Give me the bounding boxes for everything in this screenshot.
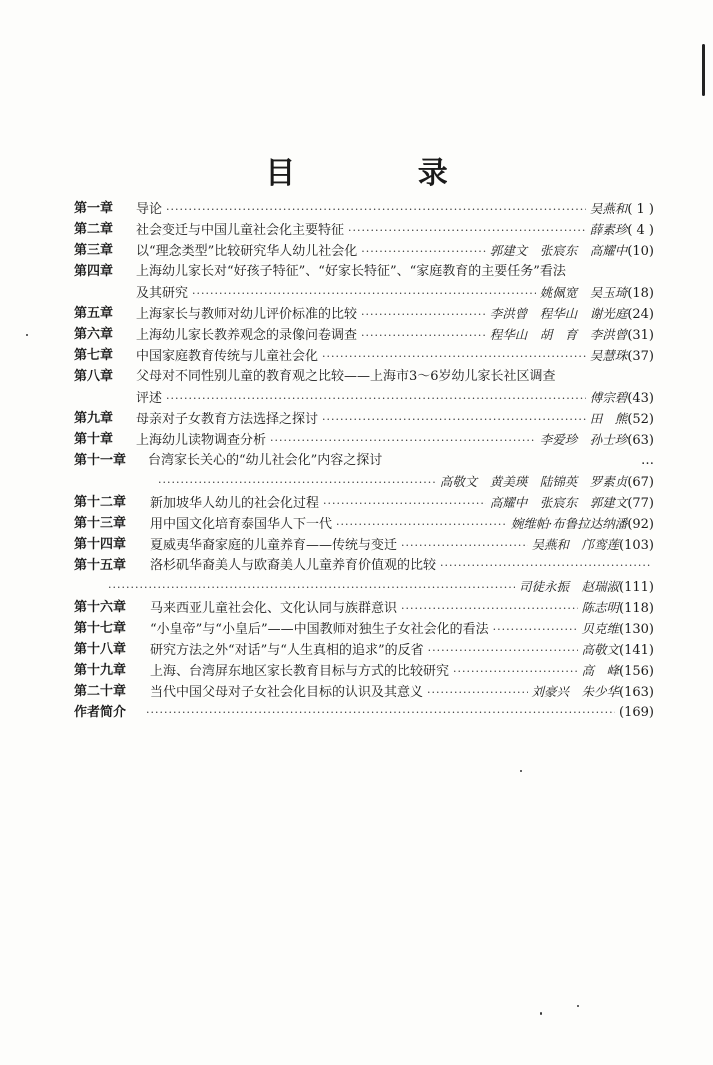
chapter-label: 第七章 [74, 348, 114, 363]
leader-dots [108, 577, 515, 598]
chapter-title: 上海幼儿家长教养观念的录像问卷调查 [136, 328, 358, 343]
toc-entry[interactable] [74, 219, 654, 240]
chapter-author: 傅宗碧 [589, 390, 628, 405]
chapter-title: 以“理念类型”比较研究华人幼儿社会化 [136, 244, 358, 259]
toc-entry[interactable] [74, 639, 654, 660]
chapter-author: 吴慧珠 [589, 348, 628, 363]
leader-dots [493, 619, 578, 640]
chapter-title: 上海幼儿家长对“好孩子特征”、“好家长特征”、“家庭教育的主要任务”看法 [136, 264, 566, 279]
page-number: (111) [619, 580, 654, 595]
table-of-contents [74, 198, 654, 723]
chapter-author: 田 熊 [589, 411, 628, 426]
chapter-label: 第十四章 [74, 537, 127, 552]
page-number: (141) [619, 643, 654, 658]
chapter-title: 台湾家长关心的“幼儿社会化”内容之探讨 [148, 453, 383, 468]
page-number: (156) [619, 664, 654, 679]
page-number: (10) [627, 244, 654, 259]
chapter-title: 洛杉矶华裔美人与欧裔美人儿童养育价值观的比较 [150, 558, 437, 573]
toc-entry[interactable] [74, 366, 654, 387]
page-number: (169) [619, 705, 654, 720]
leader-dots [361, 304, 486, 325]
leader-dots [158, 472, 436, 493]
page-title: 目 录 [265, 156, 504, 192]
toc-entry[interactable] [74, 198, 654, 219]
chapter-title: 马来西亚儿童社会化、文化认同与族群意识 [150, 601, 398, 616]
toc-entry[interactable] [74, 303, 654, 324]
chapter-author: 司徒永振 赵瑞淑 [519, 579, 620, 594]
print-speck [540, 1012, 542, 1015]
chapter-title-continued: 评述 [136, 391, 163, 406]
toc-entry[interactable] [74, 702, 654, 723]
chapter-label: 第三章 [74, 243, 114, 258]
leader-dots [322, 409, 586, 430]
page-number: (43) [627, 391, 654, 406]
chapter-title: 研究方法之外“对话”与“人生真相的追求”的反省 [150, 643, 424, 658]
toc-entry[interactable] [74, 450, 654, 471]
leader-dots [401, 535, 528, 556]
page-number: (163) [619, 685, 654, 700]
toc-entry[interactable] [74, 660, 654, 681]
leader-dots [323, 493, 486, 514]
toc-entry[interactable] [74, 429, 654, 450]
page-number: (31) [627, 328, 654, 343]
chapter-label: 第十一章 [74, 453, 127, 468]
chapter-label: 第十七章 [74, 621, 127, 636]
page-number: (130) [619, 622, 654, 637]
leader-dots [166, 388, 586, 409]
chapter-author: 婉维帕·布鲁拉达纳潘 [510, 516, 628, 531]
toc-entry-continued[interactable] [74, 282, 654, 303]
toc-entry[interactable] [74, 681, 654, 702]
chapter-title: 夏威夷华裔家庭的儿童养育——传统与变迁 [150, 538, 398, 553]
chapter-label: 第四章 [74, 264, 114, 279]
toc-entry[interactable] [74, 345, 654, 366]
chapter-title: 上海幼儿读物调查分析 [136, 433, 267, 448]
toc-entry[interactable] [74, 492, 654, 513]
leader-dots [428, 640, 578, 661]
chapter-author: 高耀中 张宸东 郭建文 [489, 495, 628, 510]
chapter-title: 父母对不同性别儿童的教育观之比较——上海市3～6岁幼儿家长社区调查 [136, 369, 556, 384]
chapter-label: 第十三章 [74, 516, 127, 531]
chapter-label: 第十五章 [74, 558, 127, 573]
chapter-author: 郭建文 张宸东 高耀中 [489, 243, 628, 258]
leader-dots [166, 199, 586, 220]
leader-dots [146, 702, 615, 723]
chapter-label: 第十六章 [74, 600, 127, 615]
print-speck [26, 334, 28, 336]
chapter-label: 第十章 [74, 432, 114, 447]
chapter-author: 吴燕和 [589, 201, 628, 216]
toc-entry-continued[interactable] [74, 471, 654, 492]
page-number: (52) [627, 412, 654, 427]
page-number: (92) [627, 517, 654, 532]
page-number: (24) [627, 307, 654, 322]
toc-entry[interactable] [74, 534, 654, 555]
toc-entry[interactable] [74, 408, 654, 429]
chapter-label: 第二章 [74, 222, 114, 237]
toc-entry[interactable] [74, 618, 654, 639]
leader-dots [322, 346, 586, 367]
page-number: ( 1 ) [627, 202, 654, 217]
chapter-author: 高敬文 黄美瑛 陆锦英 罗素贞 [439, 474, 628, 489]
chapter-title: 新加坡华人幼儿的社会化过程 [150, 496, 320, 511]
chapter-label: 第六章 [74, 327, 114, 342]
chapter-author: 姚佩宽 吴玉琦 [539, 285, 628, 300]
print-speck [520, 770, 522, 772]
chapter-label: 第十九章 [74, 663, 127, 678]
chapter-author: 高敬文 [581, 642, 620, 657]
chapter-author: 刘豪兴 朱少华 [531, 684, 620, 699]
leader-dots [336, 514, 507, 535]
page-number: ( 4 ) [627, 223, 654, 238]
leader-dots [361, 241, 486, 262]
chapter-title-continued: 及其研究 [136, 286, 189, 301]
chapter-label: 第一章 [74, 201, 114, 216]
chapter-author: 李爱珍 孙士珍 [539, 432, 628, 447]
chapter-author: 李洪曾 程华山 谢光庭 [489, 306, 628, 321]
chapter-title: “小皇帝”与“小皇后”——中国教师对独生子女社会化的看法 [150, 622, 489, 637]
chapter-label: 第八章 [74, 369, 114, 384]
page-number: (103) [619, 538, 654, 553]
chapter-title: 中国家庭教育传统与儿童社会化 [136, 349, 319, 364]
leader-dots [270, 430, 536, 451]
toc-entry[interactable] [74, 555, 654, 576]
chapter-label: 第九章 [74, 411, 114, 426]
page-number: (18) [627, 286, 654, 301]
leader-dots [453, 661, 578, 682]
chapter-title: 当代中国父母对子女社会化目标的认识及其意义 [150, 685, 424, 700]
chapter-author: 高 峰 [581, 663, 620, 678]
chapter-label: 第五章 [74, 306, 114, 321]
toc-entry[interactable] [74, 240, 654, 261]
chapter-title: 社会变迁与中国儿童社会化主要特征 [136, 223, 345, 238]
page-number: (77) [627, 496, 654, 511]
chapter-author: 贝克维 [581, 621, 620, 636]
leader-dots [427, 682, 528, 703]
leader-dots [192, 283, 536, 304]
page-number: (63) [627, 433, 654, 448]
chapter-title: 用中国文化培育泰国华人下一代 [150, 517, 333, 532]
chapter-title: 上海家长与教师对幼儿评价标准的比较 [136, 307, 358, 322]
page-number: (118) [619, 601, 654, 616]
toc-entry[interactable] [74, 597, 654, 618]
chapter-title: 上海、台湾屏东地区家长教育目标与方式的比较研究 [150, 664, 450, 679]
chapter-label: 第十八章 [74, 642, 127, 657]
print-speck [577, 1005, 579, 1007]
chapter-author: 陈志明 [581, 600, 620, 615]
page-number: (67) [627, 475, 654, 490]
leader-dots [361, 325, 486, 346]
chapter-label: 第十二章 [74, 495, 127, 510]
chapter-title: 母亲对子女教育方法选择之探讨 [136, 412, 319, 427]
toc-entry[interactable] [74, 324, 654, 345]
chapter-author: 薛素珍 [589, 222, 628, 237]
chapter-author: 程华山 胡 育 李洪曾 [489, 327, 628, 342]
toc-entry-continued[interactable] [74, 576, 654, 597]
chapter-label: 第二十章 [74, 684, 127, 699]
chapter-label: 作者简介 [74, 705, 127, 720]
chapter-title: 导论 [136, 202, 163, 217]
chapter-author: 吴燕和 邝鸾莲 [531, 537, 620, 552]
toc-entry-continued[interactable] [74, 387, 654, 408]
toc-entry[interactable] [74, 513, 654, 534]
leader-dots [348, 220, 586, 241]
edge-mark [702, 44, 705, 96]
leader-dots [401, 598, 578, 619]
leader-dots [440, 555, 650, 576]
toc-entry[interactable] [74, 261, 654, 282]
page-number: (37) [627, 349, 654, 364]
title-ellipsis: … [641, 453, 654, 468]
